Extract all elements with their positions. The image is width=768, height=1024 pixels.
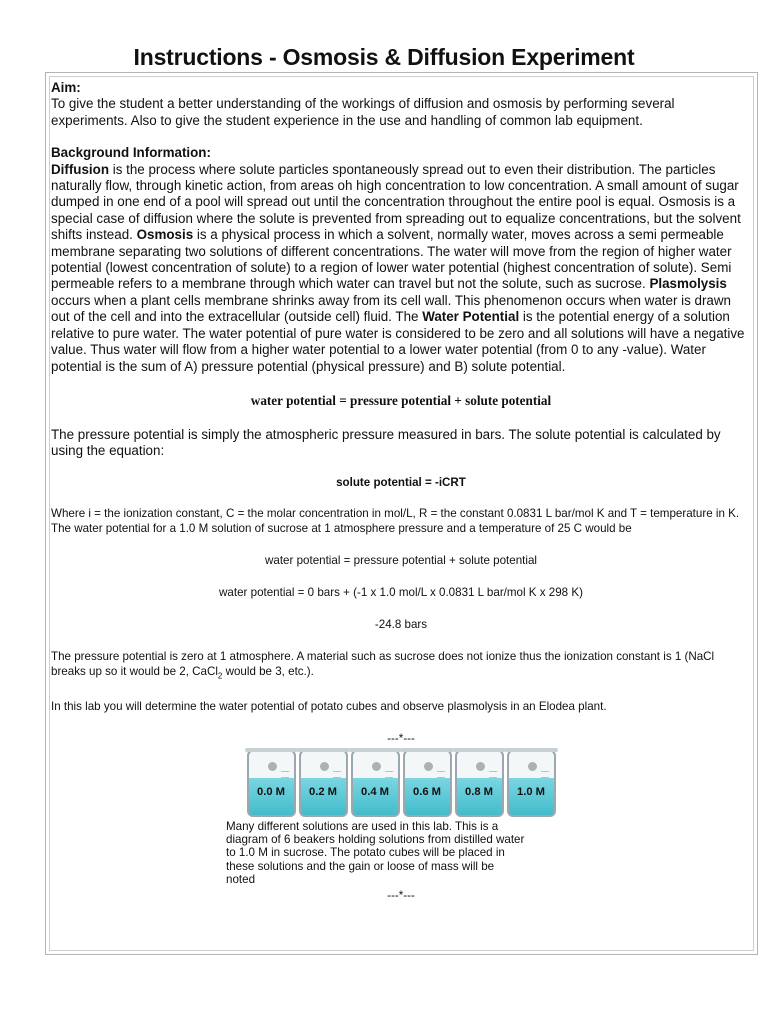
aim-text: To give the student a better understanding of the workings of diffusion and osmosis by performing several experiments. Also to give the student experience in the use and handling of common lab equipment. [51, 96, 675, 128]
beaker-rim [505, 748, 558, 752]
document-body [51, 80, 751, 903]
beaker-marker-icon [372, 762, 381, 771]
beaker-graduation [541, 771, 549, 772]
separator-top: ---*--- [387, 732, 415, 746]
beaker-graduation [333, 777, 341, 778]
beaker-marker-icon [320, 762, 329, 771]
beaker-graduation [281, 777, 289, 778]
beaker [247, 749, 296, 817]
beaker [351, 749, 400, 817]
page-title: Instructions - Osmosis & Diffusion Experiment [133, 44, 635, 70]
background-heading: Background Information: [51, 145, 211, 161]
beaker-label: 0.2 M [309, 786, 337, 799]
calc-line-1: water potential = pressure potential + solute potential [265, 553, 537, 567]
beaker-label: 0.6 M [413, 786, 441, 799]
lab-text: In this lab you will determine the water potential of potato cubes and observe plasmolysis in an Elodea plant. [51, 700, 607, 714]
beaker-graduation [385, 777, 393, 778]
beaker-graduation [541, 777, 549, 778]
aim-heading: Aim: [51, 80, 81, 95]
beaker [299, 749, 348, 817]
ionization-text-b: would be 3, etc.). [222, 664, 314, 678]
term-osmosis: Osmosis [136, 227, 194, 243]
beaker-rim [401, 748, 454, 752]
beaker [455, 749, 504, 817]
background-paragraph [51, 162, 751, 375]
beaker-marker-icon [424, 762, 433, 771]
ionization-text [51, 649, 751, 683]
beaker-diagram [51, 749, 751, 817]
beaker-label: 0.8 M [465, 786, 493, 799]
beaker-rim [297, 748, 350, 752]
background-text-3: occurs when a plant cells membrane shrinks away from its cell wall. This phenomenon occurs when water is drawn out of the cell and into the extracellular (outside cell) fluid. The [51, 292, 731, 325]
beaker [403, 749, 452, 817]
beaker [507, 749, 556, 817]
calc-result: -24.8 bars [374, 617, 428, 631]
beaker-marker-icon [476, 762, 485, 771]
background-text-4: is the potential energy of a solution relative to pure water. The water potential of pure water is considered to be zero and all solutions will have a negative value. Thus water will flow from a higher water potential to a lower water potential (from 0 to any -value). Water potential is the sum of A) pressure potential (physical pressure) and B) solute potential. [51, 309, 745, 374]
separator-bottom: ---*--- [387, 889, 415, 903]
beaker-label: 1.0 M [517, 786, 545, 799]
beaker-caption: Many different solutions are used in this lab. This is a diagram of 6 beakers holding solutions from distilled water to 1.0 M in sucrose. The potato cubes will be placed in these solutions and the gain or loose of mass will be noted [226, 820, 525, 886]
beaker-rim [349, 748, 402, 752]
calc-line-2: water potential = 0 bars + (-1 x 1.0 mol/L x 0.0831 L bar/mol K x 298 K) [219, 585, 583, 599]
beaker-rim [245, 748, 298, 752]
background-text-2: is a physical process in which a solvent, normally water, moves across a semi permeable membrane separating two solutions of different concentrations. The water will move from the region of higher water potential (lowest concentration of solute) to a region of lower water potential (highest concentration of solute). Semi permeable refers to a membrane through which water can travel but not the solute, such as sucrose. [51, 227, 732, 292]
background-text-1: is the process where solute particles spontaneously spread out to even their distribution. The particles naturally flow, through kinetic action, from areas oh high concentration to low concentration. A small amount of sugar dumped in one end of a pool will spread out until the concentration throughout the entire pool is equal. Osmosis is a special case of diffusion where the solute is prevented from spreading out to equalize concentrations, but the solvent shifts instead. [51, 161, 741, 243]
beaker-label: 0.4 M [361, 786, 389, 799]
beaker-rim [453, 748, 506, 752]
beaker-graduation [333, 771, 341, 772]
beaker-label: 0.0 M [257, 786, 285, 799]
beaker-graduation [489, 771, 497, 772]
ionization-subscript: 2 [217, 671, 223, 681]
ionization-text-a: The pressure potential is zero at 1 atmosphere. A material such as sucrose does not ionize thus the ionization constant is 1 (NaCl breaks up so it would be 2, CaCl [51, 649, 715, 678]
beaker-marker-icon [268, 762, 277, 771]
pressure-potential-text: The pressure potential is simply the atmospheric pressure measured in bars. The solute potential is calculated by using the equation: [51, 426, 721, 459]
term-plasmolysis: Plasmolysis [649, 276, 727, 292]
beaker-marker-icon [528, 762, 537, 771]
water-potential-equation: water potential = pressure potential + solute potential [250, 392, 552, 408]
term-diffusion: Diffusion [51, 161, 110, 177]
beaker-graduation [281, 771, 289, 772]
solute-potential-equation: solute potential = -iCRT [336, 475, 466, 489]
where-text: Where i = the ionization constant, C = the molar concentration in mol/L, R = the constant 0.0831 L bar/mol K and T = temperature in K. The water potential for a 1.0 M solution of sucrose at 1 atmosphere pressure and a temperature of 25 C would be [51, 506, 740, 535]
beaker-graduation [437, 777, 445, 778]
beaker-graduation [489, 777, 497, 778]
term-water-potential: Water Potential [422, 309, 520, 325]
beaker-graduation [385, 771, 393, 772]
beaker-graduation [437, 771, 445, 772]
